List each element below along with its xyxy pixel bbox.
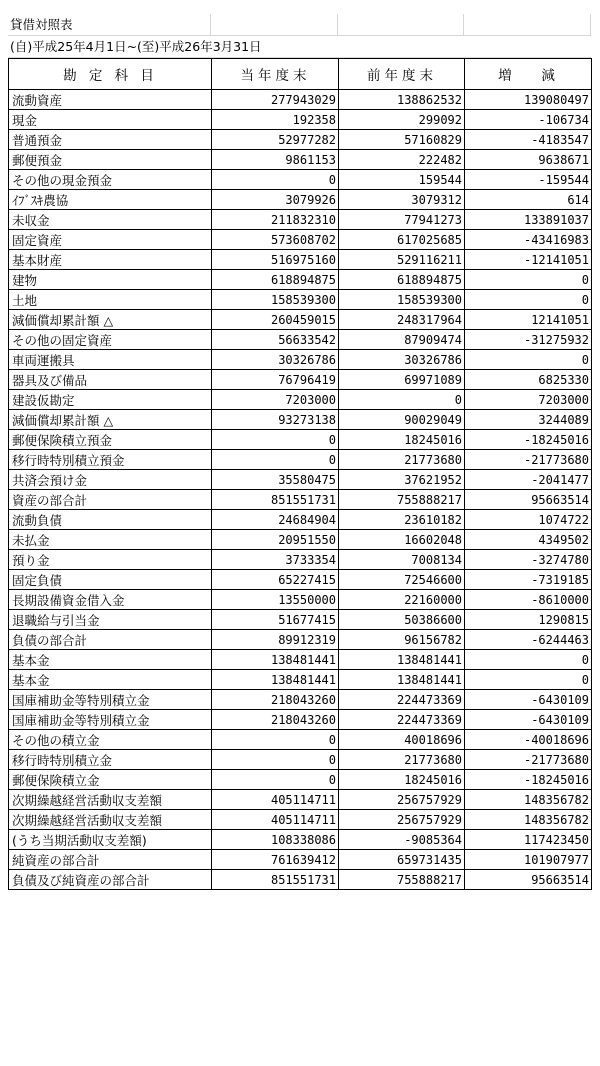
table-row bbox=[9, 490, 592, 510]
change-cell: -21773680 bbox=[465, 450, 592, 470]
change-cell: 3244089 bbox=[465, 410, 592, 430]
change-cell: 1074722 bbox=[465, 510, 592, 530]
current-year-cell: 24684904 bbox=[212, 510, 339, 530]
table-row bbox=[9, 590, 592, 610]
table-row bbox=[9, 210, 592, 230]
current-year-cell: 516975160 bbox=[212, 250, 339, 270]
account-cell: 普通預金 bbox=[9, 130, 212, 150]
account-cell: 郵便保険積立金 bbox=[9, 770, 212, 790]
previous-year-cell: 159544 bbox=[339, 170, 465, 190]
previous-year-cell: 138481441 bbox=[339, 650, 465, 670]
previous-year-cell: 224473369 bbox=[339, 690, 465, 710]
change-cell: 0 bbox=[465, 670, 592, 690]
current-year-cell: 35580475 bbox=[212, 470, 339, 490]
account-cell: 流動負債 bbox=[9, 510, 212, 530]
current-year-cell: 0 bbox=[212, 750, 339, 770]
account-cell: 基本財産 bbox=[9, 250, 212, 270]
previous-year-cell: 755888217 bbox=[339, 490, 465, 510]
balance-sheet bbox=[8, 14, 591, 890]
table-row bbox=[9, 550, 592, 570]
previous-year-cell: 22160000 bbox=[339, 590, 465, 610]
table-row bbox=[9, 410, 592, 430]
previous-year-cell: 0 bbox=[339, 390, 465, 410]
account-cell: 純資産の部合計 bbox=[9, 850, 212, 870]
table-row bbox=[9, 630, 592, 650]
change-cell: 0 bbox=[465, 290, 592, 310]
header-previous-year: 前年度末 bbox=[339, 59, 465, 90]
header-change: 増 減 bbox=[465, 59, 592, 90]
current-year-cell: 218043260 bbox=[212, 710, 339, 730]
current-year-cell: 573608702 bbox=[212, 230, 339, 250]
change-cell: -6430109 bbox=[465, 710, 592, 730]
period-row bbox=[8, 36, 591, 58]
current-year-cell: 0 bbox=[212, 170, 339, 190]
table-row bbox=[9, 270, 592, 290]
current-year-cell: 93273138 bbox=[212, 410, 339, 430]
change-cell: 133891037 bbox=[465, 210, 592, 230]
previous-year-cell: 69971089 bbox=[339, 370, 465, 390]
account-cell: 固定資産 bbox=[9, 230, 212, 250]
change-cell: 139080497 bbox=[465, 90, 592, 110]
empty-cell bbox=[338, 14, 464, 35]
period-text: (自)平成25年4月1日~(至)平成26年3月31日 bbox=[10, 39, 262, 54]
table-row bbox=[9, 610, 592, 630]
account-cell: 負債及び純資産の部合計 bbox=[9, 870, 212, 890]
account-cell: 移行時特別積立金 bbox=[9, 750, 212, 770]
previous-year-cell: 30326786 bbox=[339, 350, 465, 370]
previous-year-cell: 158539300 bbox=[339, 290, 465, 310]
current-year-cell: 0 bbox=[212, 430, 339, 450]
current-year-cell: 405114711 bbox=[212, 790, 339, 810]
table-row bbox=[9, 150, 592, 170]
current-year-cell: 89912319 bbox=[212, 630, 339, 650]
table-row bbox=[9, 390, 592, 410]
table-row bbox=[9, 90, 592, 110]
account-cell: 車両運搬具 bbox=[9, 350, 212, 370]
previous-year-cell: 23610182 bbox=[339, 510, 465, 530]
table-row bbox=[9, 730, 592, 750]
account-cell: 国庫補助金等特別積立金 bbox=[9, 710, 212, 730]
change-cell: 148356782 bbox=[465, 810, 592, 830]
current-year-cell: 761639412 bbox=[212, 850, 339, 870]
table-row bbox=[9, 810, 592, 830]
table-row bbox=[9, 330, 592, 350]
change-cell: 4349502 bbox=[465, 530, 592, 550]
previous-year-cell: 256757929 bbox=[339, 790, 465, 810]
change-cell: 0 bbox=[465, 350, 592, 370]
table-row bbox=[9, 450, 592, 470]
previous-year-cell: 617025685 bbox=[339, 230, 465, 250]
account-cell: 減価償却累計額 △ bbox=[9, 410, 212, 430]
previous-year-cell: -9085364 bbox=[339, 830, 465, 850]
previous-year-cell: 224473369 bbox=[339, 710, 465, 730]
current-year-cell: 3733354 bbox=[212, 550, 339, 570]
table-row bbox=[9, 510, 592, 530]
current-year-cell: 13550000 bbox=[212, 590, 339, 610]
current-year-cell: 56633542 bbox=[212, 330, 339, 350]
account-cell: 減価償却累計額 △ bbox=[9, 310, 212, 330]
change-cell: -7319185 bbox=[465, 570, 592, 590]
title-row bbox=[8, 14, 591, 36]
account-cell: 次期繰越経営活動収支差額 bbox=[9, 790, 212, 810]
current-year-cell: 618894875 bbox=[212, 270, 339, 290]
previous-year-cell: 40018696 bbox=[339, 730, 465, 750]
change-cell: 1290815 bbox=[465, 610, 592, 630]
current-year-cell: 218043260 bbox=[212, 690, 339, 710]
previous-year-cell: 299092 bbox=[339, 110, 465, 130]
change-cell: -18245016 bbox=[465, 430, 592, 450]
table-row bbox=[9, 670, 592, 690]
change-cell: 614 bbox=[465, 190, 592, 210]
previous-year-cell: 57160829 bbox=[339, 130, 465, 150]
change-cell: -18245016 bbox=[465, 770, 592, 790]
table-row bbox=[9, 470, 592, 490]
previous-year-cell: 18245016 bbox=[339, 430, 465, 450]
account-cell: 固定負債 bbox=[9, 570, 212, 590]
previous-year-cell: 659731435 bbox=[339, 850, 465, 870]
change-cell: -6244463 bbox=[465, 630, 592, 650]
current-year-cell: 7203000 bbox=[212, 390, 339, 410]
account-cell: 退職給与引当金 bbox=[9, 610, 212, 630]
table-row bbox=[9, 710, 592, 730]
account-cell: 資産の部合計 bbox=[9, 490, 212, 510]
account-cell: 長期設備資金借入金 bbox=[9, 590, 212, 610]
change-cell: 0 bbox=[465, 270, 592, 290]
change-cell: 95663514 bbox=[465, 490, 592, 510]
current-year-cell: 52977282 bbox=[212, 130, 339, 150]
current-year-cell: 138481441 bbox=[212, 650, 339, 670]
table-row bbox=[9, 310, 592, 330]
table-row bbox=[9, 230, 592, 250]
change-cell: 9638671 bbox=[465, 150, 592, 170]
current-year-cell: 260459015 bbox=[212, 310, 339, 330]
table-row bbox=[9, 650, 592, 670]
table-row bbox=[9, 850, 592, 870]
account-cell: 流動資産 bbox=[9, 90, 212, 110]
empty-cell bbox=[211, 14, 338, 35]
previous-year-cell: 77941273 bbox=[339, 210, 465, 230]
account-cell: 共済会預け金 bbox=[9, 470, 212, 490]
current-year-cell: 158539300 bbox=[212, 290, 339, 310]
change-cell: -159544 bbox=[465, 170, 592, 190]
previous-year-cell: 50386600 bbox=[339, 610, 465, 630]
account-cell: 国庫補助金等特別積立金 bbox=[9, 690, 212, 710]
change-cell: 117423450 bbox=[465, 830, 592, 850]
current-year-cell: 0 bbox=[212, 450, 339, 470]
account-cell: 預り金 bbox=[9, 550, 212, 570]
account-cell: 郵便預金 bbox=[9, 150, 212, 170]
account-cell: その他の積立金 bbox=[9, 730, 212, 750]
previous-year-cell: 72546600 bbox=[339, 570, 465, 590]
previous-year-cell: 618894875 bbox=[339, 270, 465, 290]
table-row bbox=[9, 790, 592, 810]
current-year-cell: 20951550 bbox=[212, 530, 339, 550]
current-year-cell: 138481441 bbox=[212, 670, 339, 690]
previous-year-cell: 755888217 bbox=[339, 870, 465, 890]
previous-year-cell: 16602048 bbox=[339, 530, 465, 550]
previous-year-cell: 21773680 bbox=[339, 750, 465, 770]
current-year-cell: 192358 bbox=[212, 110, 339, 130]
change-cell: -6430109 bbox=[465, 690, 592, 710]
table-row bbox=[9, 430, 592, 450]
previous-year-cell: 248317964 bbox=[339, 310, 465, 330]
account-cell: 未払金 bbox=[9, 530, 212, 550]
change-cell: -2041477 bbox=[465, 470, 592, 490]
header-account: 勘 定 科 目 bbox=[9, 59, 212, 90]
current-year-cell: 51677415 bbox=[212, 610, 339, 630]
table-row bbox=[9, 170, 592, 190]
table-row bbox=[9, 290, 592, 310]
previous-year-cell: 138862532 bbox=[339, 90, 465, 110]
change-cell: 95663514 bbox=[465, 870, 592, 890]
account-cell: 建設仮勘定 bbox=[9, 390, 212, 410]
previous-year-cell: 21773680 bbox=[339, 450, 465, 470]
previous-year-cell: 138481441 bbox=[339, 670, 465, 690]
change-cell: 148356782 bbox=[465, 790, 592, 810]
current-year-cell: 108338086 bbox=[212, 830, 339, 850]
table-row bbox=[9, 110, 592, 130]
account-cell: ｲﾌﾞｽｷ農協 bbox=[9, 190, 212, 210]
table-row bbox=[9, 570, 592, 590]
previous-year-cell: 18245016 bbox=[339, 770, 465, 790]
header-current-year: 当年度末 bbox=[212, 59, 339, 90]
current-year-cell: 851551731 bbox=[212, 490, 339, 510]
current-year-cell: 3079926 bbox=[212, 190, 339, 210]
previous-year-cell: 87909474 bbox=[339, 330, 465, 350]
change-cell: -43416983 bbox=[465, 230, 592, 250]
previous-year-cell: 96156782 bbox=[339, 630, 465, 650]
table-row bbox=[9, 770, 592, 790]
change-cell: 101907977 bbox=[465, 850, 592, 870]
account-cell: 建物 bbox=[9, 270, 212, 290]
header-row bbox=[9, 59, 592, 90]
current-year-cell: 0 bbox=[212, 770, 339, 790]
previous-year-cell: 222482 bbox=[339, 150, 465, 170]
table-row bbox=[9, 870, 592, 890]
change-cell: -12141051 bbox=[465, 250, 592, 270]
account-cell: 未収金 bbox=[9, 210, 212, 230]
account-cell: (うち当期活動収支差額) bbox=[9, 830, 212, 850]
previous-year-cell: 90029049 bbox=[339, 410, 465, 430]
previous-year-cell: 529116211 bbox=[339, 250, 465, 270]
current-year-cell: 0 bbox=[212, 730, 339, 750]
change-cell: -106734 bbox=[465, 110, 592, 130]
current-year-cell: 277943029 bbox=[212, 90, 339, 110]
change-cell: 0 bbox=[465, 650, 592, 670]
change-cell: 7203000 bbox=[465, 390, 592, 410]
account-cell: 移行時特別積立預金 bbox=[9, 450, 212, 470]
account-cell: 器具及び備品 bbox=[9, 370, 212, 390]
sheet-title: 貸借対照表 bbox=[8, 14, 211, 35]
account-cell: 郵便保険積立預金 bbox=[9, 430, 212, 450]
current-year-cell: 851551731 bbox=[212, 870, 339, 890]
table-row bbox=[9, 830, 592, 850]
change-cell: -31275932 bbox=[465, 330, 592, 350]
table-row bbox=[9, 350, 592, 370]
table-row bbox=[9, 190, 592, 210]
current-year-cell: 405114711 bbox=[212, 810, 339, 830]
change-cell: -40018696 bbox=[465, 730, 592, 750]
previous-year-cell: 37621952 bbox=[339, 470, 465, 490]
table-row bbox=[9, 750, 592, 770]
account-cell: その他の固定資産 bbox=[9, 330, 212, 350]
table-row bbox=[9, 530, 592, 550]
previous-year-cell: 3079312 bbox=[339, 190, 465, 210]
account-cell: 基本金 bbox=[9, 650, 212, 670]
change-cell: -4183547 bbox=[465, 130, 592, 150]
previous-year-cell: 256757929 bbox=[339, 810, 465, 830]
change-cell: -8610000 bbox=[465, 590, 592, 610]
table-row bbox=[9, 130, 592, 150]
account-cell: 基本金 bbox=[9, 670, 212, 690]
change-cell: 12141051 bbox=[465, 310, 592, 330]
account-cell: 次期繰越経営活動収支差額 bbox=[9, 810, 212, 830]
account-cell: 土地 bbox=[9, 290, 212, 310]
table-row bbox=[9, 250, 592, 270]
change-cell: 6825330 bbox=[465, 370, 592, 390]
current-year-cell: 76796419 bbox=[212, 370, 339, 390]
change-cell: -21773680 bbox=[465, 750, 592, 770]
account-cell: 現金 bbox=[9, 110, 212, 130]
current-year-cell: 65227415 bbox=[212, 570, 339, 590]
account-cell: その他の現金預金 bbox=[9, 170, 212, 190]
table-body bbox=[9, 90, 592, 890]
table-row bbox=[9, 370, 592, 390]
balance-table bbox=[8, 58, 592, 890]
account-cell: 負債の部合計 bbox=[9, 630, 212, 650]
empty-cell bbox=[464, 14, 591, 35]
current-year-cell: 9861153 bbox=[212, 150, 339, 170]
table-row bbox=[9, 690, 592, 710]
current-year-cell: 30326786 bbox=[212, 350, 339, 370]
current-year-cell: 211832310 bbox=[212, 210, 339, 230]
change-cell: -3274780 bbox=[465, 550, 592, 570]
previous-year-cell: 7008134 bbox=[339, 550, 465, 570]
